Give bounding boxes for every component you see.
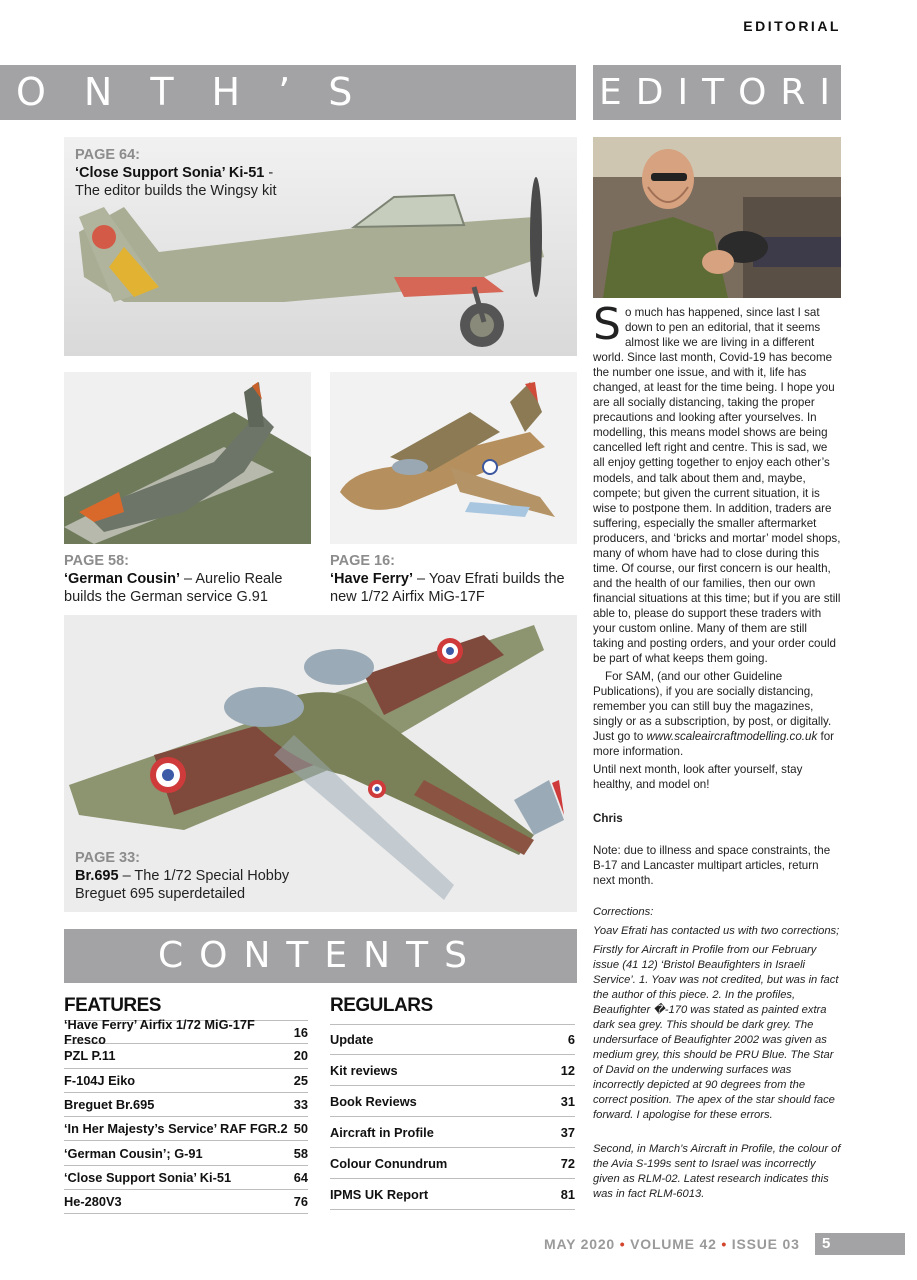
entry-title: ‘Close Support Sonia’ Ki-51 — [64, 1169, 232, 1185]
contents-entry[interactable] — [330, 1148, 575, 1179]
caption-ki51 — [75, 146, 295, 200]
correction-2: Firstly for Aircraft in Profile from our February issue (41 12) ‘Bristol Beaufighters in Israeli Service’. 1. Yoav was not credited, but was in fact the author of this piece. 2. In the profiles, Beaufighter �-170 was stated as painted extra dark sea grey. This should be dark grey. The undersurface of Beaufighter 2002 was given as medium grey, this should be PRU Blue. The Star of David on the underwing surfaces was incorrectly depicted at 90 degrees from the correct position. The apex of the star should face forward. I apologise for these errors. — [593, 943, 839, 1122]
regulars-heading: REGULARS — [330, 995, 433, 1016]
page-number: 5 — [815, 1233, 905, 1255]
caption-mig17 — [330, 552, 580, 606]
entry-page: 6 — [567, 1032, 575, 1047]
entry-page: 25 — [293, 1072, 308, 1088]
entry-page: 37 — [560, 1124, 575, 1140]
editor-photo — [593, 137, 841, 298]
caption-page: PAGE 58: — [64, 553, 130, 569]
caption-text: – Aurelio Reale builds the German service G.91 — [64, 571, 283, 605]
contents-entry[interactable] — [330, 1055, 575, 1086]
entry-page: 31 — [560, 1093, 575, 1109]
editorial-note: Note: due to illness and space constraints, the B-17 and Lancaster multipart articles, return next month. — [593, 843, 831, 887]
entry-page: 81 — [560, 1186, 575, 1202]
entry-page: 12 — [560, 1062, 575, 1078]
footer-separator: • — [721, 1236, 728, 1252]
regulars-list — [330, 1024, 575, 1210]
entry-title: Colour Conundrum — [330, 1155, 448, 1171]
contents-banner: CONTENTS — [64, 929, 577, 983]
caption-text: - The editor builds the Wingsy kit — [75, 165, 277, 199]
entry-title: ‘German Cousin’; G-91 — [64, 1145, 203, 1161]
entry-page: 20 — [293, 1048, 308, 1064]
editorial-paragraph-1 — [593, 299, 841, 666]
caption-title: Br.695 — [75, 868, 119, 884]
contents-entry[interactable] — [64, 1093, 308, 1117]
entry-title: Breguet Br.695 — [64, 1097, 155, 1113]
contents-entry[interactable] — [64, 1069, 308, 1093]
footer-month: MAY 2020 — [544, 1236, 616, 1252]
issue-footer — [544, 1233, 800, 1255]
caption-title: ‘Close Support Sonia’ Ki-51 — [75, 165, 265, 181]
editorial-paragraph-2 — [593, 669, 841, 759]
caption-page: PAGE 64: — [75, 147, 141, 163]
features-heading: FEATURES — [64, 995, 161, 1016]
features-list — [64, 1017, 308, 1214]
caption-page: PAGE 16: — [330, 553, 396, 569]
editorial-p1-text: o much has happened, since last I sat down to pen an editorial, that it seems almost like we are living in a different world. Since last month, Covid-19 has become the number one issue, and with it, life has changed, at least for the time being. I hope you are all socially distancing, taking the proper precautions and looking after yourselves. In modelling, this means model shows are being cancelled left right and centre. This is sad, we all enjoy getting together to enjoy each other’s models, and talk about them and, maybe, compete; but given the current situation, it is wise to postpone them. In addition, traders are suffering, especially the smaller aftermarket producers, and ‘bricks and mortar’ model shops, many of whom have had to close during this time. Of course, our first concern is our health, and the health of our families, then our own financial situations at this time; but if you are still able to, please do support these traders with your custom online. Many of them are still taking and posting orders, and your order could be part of what keeps them going. — [593, 306, 841, 666]
editorial-p2-text: For SAM, (and our other Guideline Publications), if you are socially distancing, remember you can still buy the magazines, singly or as a subscription, by post, or digitally. Just go to — [593, 670, 832, 744]
section-tag: EDITORIAL — [743, 18, 841, 34]
entry-page: 50 — [293, 1121, 308, 1137]
entry-page: 72 — [560, 1155, 575, 1171]
caption-text: – The 1/72 Special Hobby Breguet 695 superdetailed — [75, 868, 290, 902]
footer-volume: VOLUME 42 — [630, 1236, 717, 1252]
entry-title: Book Reviews — [330, 1093, 417, 1109]
caption-page: PAGE 33: — [75, 850, 141, 866]
caption-title: ‘Have Ferry’ — [330, 571, 414, 587]
mig17-photo — [330, 372, 577, 544]
contents-entry[interactable] — [64, 1166, 308, 1190]
entry-title: F-104J Eiko — [64, 1072, 136, 1088]
contents-entry[interactable] — [64, 1117, 308, 1141]
months-models-banner: ONTH’S — [0, 65, 576, 120]
caption-text: – Yoav Efrati builds the new 1/72 Airfix MiG-17F — [330, 571, 565, 605]
caption-title: ‘German Cousin’ — [64, 571, 181, 587]
caption-g91 — [64, 552, 314, 606]
contents-entry[interactable] — [330, 1179, 575, 1210]
entry-title: IPMS UK Report — [330, 1186, 429, 1202]
entry-title: Update — [330, 1032, 374, 1047]
corrections-heading: Corrections: — [593, 905, 654, 918]
contents-entry[interactable] — [64, 1190, 308, 1214]
editorial-banner: EDITORIAL — [593, 65, 841, 120]
contents-entry[interactable] — [64, 1044, 308, 1068]
entry-page: 58 — [293, 1145, 308, 1161]
contents-entry[interactable] — [330, 1024, 575, 1055]
footer-issue: ISSUE 03 — [731, 1236, 800, 1252]
entry-title: Aircraft in Profile — [330, 1124, 434, 1140]
contents-entry[interactable] — [330, 1086, 575, 1117]
entry-title: ‘Have Ferry’ Airfix 1/72 MiG-17F Fresco — [64, 1017, 255, 1048]
entry-page: 64 — [293, 1169, 308, 1185]
editor-signoff: Chris — [593, 811, 623, 825]
footer-separator: • — [619, 1236, 626, 1252]
entry-page: 76 — [293, 1194, 308, 1210]
correction-3: Second, in March’s Aircraft in Profile, the colour of the Avia S-199s sent to Israel was incorrectly given as RLM-02. Latest research indicates this was in fact RLM-6013. — [593, 1143, 841, 1201]
contents-entry[interactable] — [64, 1017, 308, 1048]
entry-title: ‘In Her Majesty’s Service’ RAF FGR.2 — [64, 1121, 288, 1137]
editorial-p2-tail: for more information. — [593, 730, 835, 759]
g91-photo — [64, 372, 311, 544]
correction-1: Yoav Efrati has contacted us with two corrections; — [593, 924, 840, 937]
entry-page: 33 — [293, 1097, 308, 1113]
editorial-paragraph-3: Until next month, look after yourself, stay healthy, and model on! — [593, 763, 803, 792]
entry-title: He-280V3 — [64, 1194, 122, 1210]
contents-entry[interactable] — [330, 1117, 575, 1148]
entry-title: Kit reviews — [330, 1062, 398, 1078]
drop-cap: S — [593, 299, 621, 350]
caption-br695 — [75, 849, 305, 903]
entry-page: 16 — [293, 1024, 308, 1040]
website-link[interactable]: www.scaleaircraftmodelling.co.uk — [646, 730, 818, 744]
entry-title: PZL P.11 — [64, 1048, 116, 1064]
editorial-body — [593, 299, 841, 1203]
contents-entry[interactable] — [64, 1141, 308, 1165]
